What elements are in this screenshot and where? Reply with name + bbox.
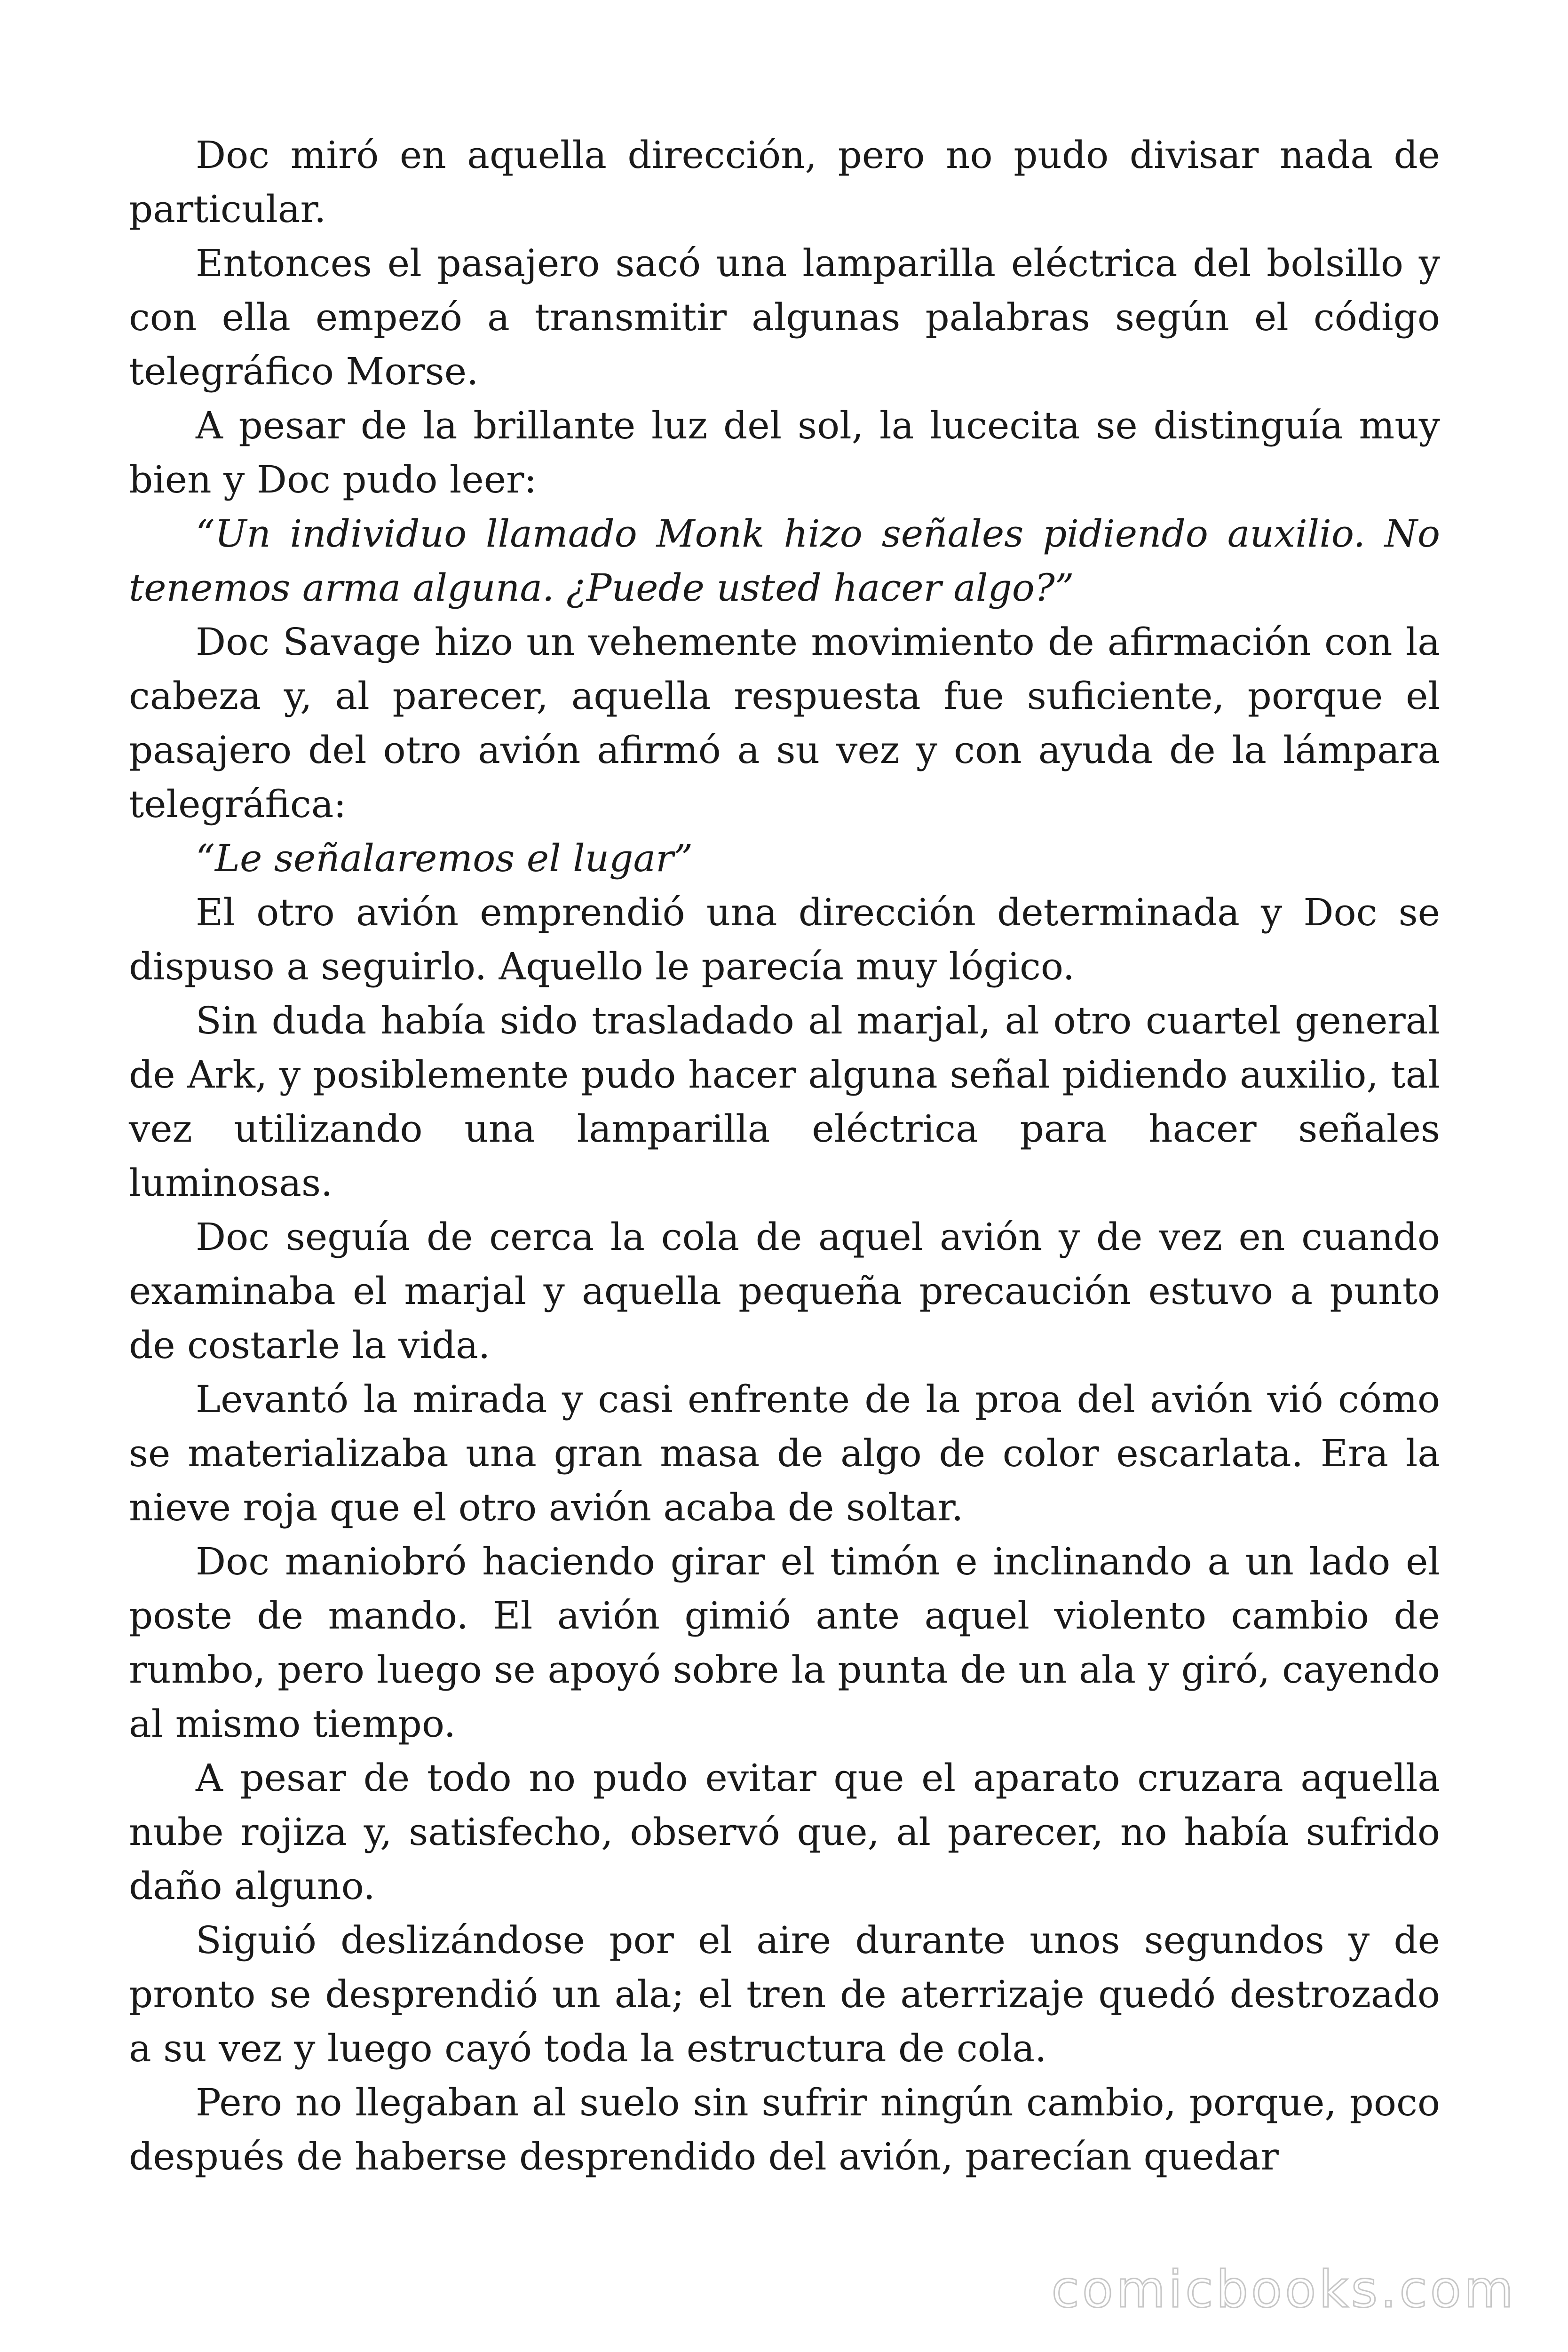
paragraph-3: A pesar de la brillante luz del sol, la lucecita se distinguía muy bien y Doc pudo leer: — [129, 404, 1440, 501]
paragraph-7: El otro avión emprendió una dirección determinada y Doc se dispuso a seguirlo. Aquello le parecía muy lógico. — [129, 890, 1440, 988]
watermark: comicbooks.com — [1051, 2260, 1516, 2319]
page-body — [129, 128, 1440, 2184]
paragraph-1: Doc miró en aquella dirección, pero no pudo divisar nada de particular. — [129, 133, 1440, 231]
paragraph-12: A pesar de todo no pudo evitar que el aparato cruzara aquella nube rojiza y, satisfecho, observó que, al parecer, no había sufrido daño alguno. — [129, 1756, 1440, 1908]
paragraph-5: Doc Savage hizo un vehemente movimiento de afirmación con la cabeza y, al parecer, aquella respuesta fue suficiente, porque el pasajero del otro avión afirmó a su vez y con ayuda de la lámpara telegráfica: — [129, 620, 1440, 826]
paragraph-11: Doc maniobró haciendo girar el timón e inclinando a un lado el poste de mando. El avión gimió ante aquel violento cambio de rumbo, pero luego se apoyó sobre la punta de un ala y giró, cayendo al mismo tiempo. — [129, 1540, 1440, 1746]
paragraph-2: Entonces el pasajero sacó una lamparilla eléctrica del bolsillo y con ella empezó a transmitir algunas palabras según el código telegráfico Morse. — [129, 241, 1440, 393]
paragraph-4-telegram-message: “Un individuo llamado Monk hizo señales pidiendo auxilio. No tenemos arma alguna. ¿Puede usted hacer algo?” — [129, 512, 1440, 610]
paragraph-8: Sin duda había sido trasladado al marjal, al otro cuartel general de Ark, y posiblemente pudo hacer alguna señal pidiendo auxilio, tal vez utilizando una lamparilla eléctrica para hacer señales luminosas. — [129, 999, 1440, 1205]
paragraph-10: Levantó la mirada y casi enfrente de la proa del avión vió cómo se materializaba una gran masa de algo de color escarlata. Era la nieve roja que el otro avión acaba de soltar. — [129, 1377, 1440, 1529]
paragraph-14: Pero no llegaban al suelo sin sufrir ningún cambio, porque, poco después de haberse desprendido del avión, parecían quedar — [129, 2081, 1440, 2178]
paragraph-13: Siguió deslizándose por el aire durante unos segundos y de pronto se desprendió un ala; el tren de aterrizaje quedó destrozado a su vez y luego cayó toda la estructura de cola. — [129, 1918, 1440, 2070]
paragraph-9: Doc seguía de cerca la cola de aquel avión y de vez en cuando examinaba el marjal y aquella pequeña precaución estuvo a punto de costarle la vida. — [129, 1215, 1440, 1367]
paragraph-6-telegram-reply: “Le señalaremos el lugar” — [196, 836, 693, 880]
